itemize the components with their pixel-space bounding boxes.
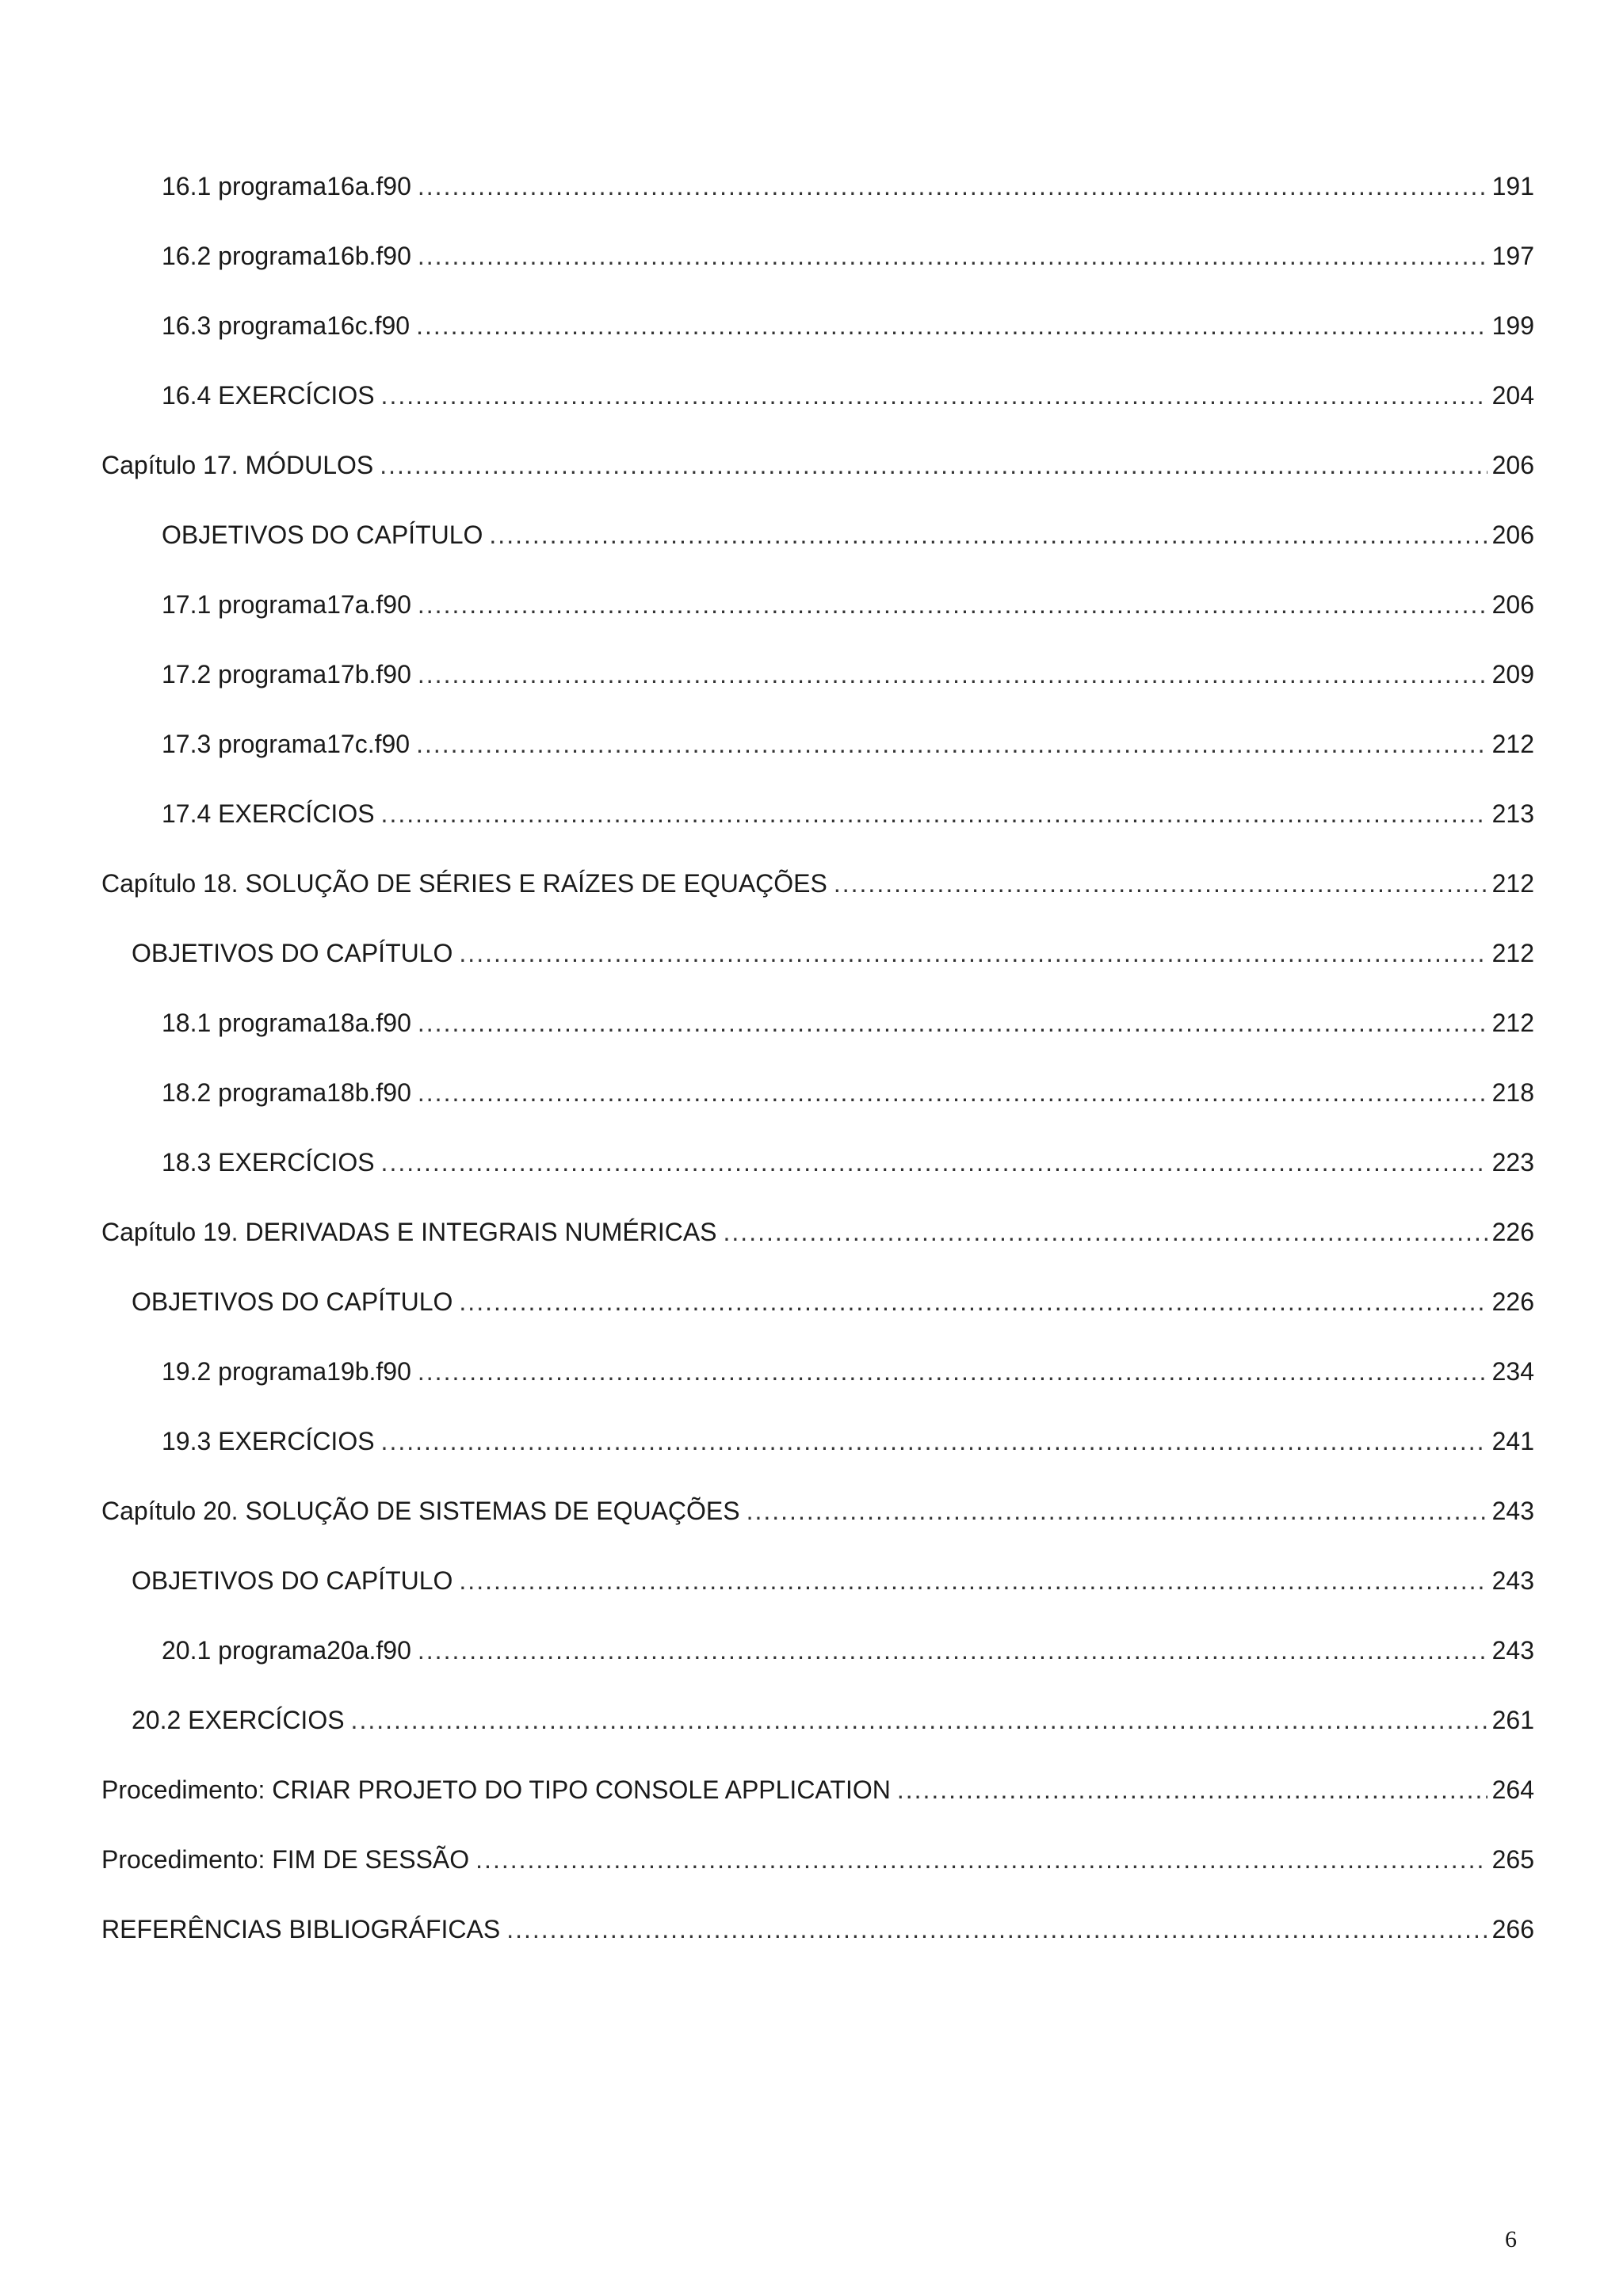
toc-dot-leader: [418, 1003, 1487, 1043]
toc-entry-title: 18.1 programa18a.f90: [162, 1009, 411, 1037]
toc-entry-page: 212: [1491, 939, 1534, 967]
toc-entry-page: 197: [1491, 242, 1534, 270]
toc-entry-title: 17.3 programa17c.f90: [162, 730, 411, 758]
toc-entry-page: 226: [1491, 1287, 1534, 1316]
toc-entry-page: 264: [1491, 1775, 1534, 1804]
toc-entry-page: 212: [1491, 869, 1534, 898]
toc-dot-leader: [418, 1073, 1487, 1112]
toc-entry-title: 19.3 EXERCÍCIOS: [162, 1427, 375, 1455]
toc-entry[interactable]: [101, 166, 1534, 236]
toc-entry-page: 209: [1491, 660, 1534, 688]
toc-entry-page: 223: [1491, 1148, 1534, 1177]
toc-entry-page: 226: [1491, 1218, 1534, 1246]
page-number: 6: [1505, 2226, 1517, 2252]
toc-entry[interactable]: [101, 1561, 1534, 1630]
toc-entry[interactable]: [101, 515, 1534, 585]
toc-dot-leader: [459, 1561, 1487, 1600]
toc-entry[interactable]: [101, 1630, 1534, 1700]
toc-entry[interactable]: [101, 1840, 1534, 1909]
toc-dot-leader: [381, 1142, 1487, 1182]
toc-entry[interactable]: [101, 1073, 1534, 1142]
toc-entry-page: 265: [1491, 1845, 1534, 1874]
toc-entry-page: 261: [1491, 1706, 1534, 1734]
toc-entry-page: 241: [1491, 1427, 1534, 1455]
toc-entry-page: 234: [1491, 1357, 1534, 1386]
toc-dot-leader: [475, 1840, 1487, 1879]
toc-dot-leader: [351, 1700, 1487, 1740]
toc-entry-title: OBJETIVOS DO CAPÍTULO: [132, 939, 453, 967]
toc-dot-leader: [834, 864, 1487, 903]
toc-dot-leader: [418, 1630, 1487, 1670]
toc-entry-title: 18.2 programa18b.f90: [162, 1078, 411, 1107]
toc-dot-leader: [418, 654, 1487, 694]
toc-dot-leader: [418, 1352, 1487, 1391]
toc-entry-title: OBJETIVOS DO CAPÍTULO: [132, 1566, 453, 1595]
toc-entry[interactable]: [101, 376, 1534, 445]
toc-entry-page: 212: [1491, 730, 1534, 758]
toc-entry-title: 17.2 programa17b.f90: [162, 660, 411, 688]
toc-entry-title: 16.1 programa16a.f90: [162, 172, 411, 200]
toc-entry[interactable]: [101, 1421, 1534, 1491]
toc-dot-leader: [418, 585, 1487, 624]
toc-entry[interactable]: [101, 585, 1534, 654]
toc-entry[interactable]: [101, 306, 1534, 376]
toc-dot-leader: [381, 1421, 1487, 1461]
toc-entry-title: 16.4 EXERCÍCIOS: [162, 381, 375, 410]
toc-entry[interactable]: [101, 445, 1534, 515]
toc-entry-page: 191: [1491, 172, 1534, 200]
toc-entry-title: 20.2 EXERCÍCIOS: [132, 1706, 345, 1734]
toc-entry[interactable]: [101, 1352, 1534, 1421]
toc-entry-page: 243: [1491, 1566, 1534, 1595]
toc-entry[interactable]: [101, 236, 1534, 306]
toc-entry[interactable]: [101, 724, 1534, 794]
toc-entry-title: REFERÊNCIAS BIBLIOGRÁFICAS: [101, 1915, 501, 1943]
toc-entry[interactable]: [101, 1282, 1534, 1352]
toc-dot-leader: [747, 1491, 1487, 1531]
toc-entry[interactable]: [101, 1142, 1534, 1212]
toc-entry[interactable]: [101, 1770, 1534, 1840]
toc-entry[interactable]: [101, 933, 1534, 1003]
toc-entry-page: 243: [1491, 1636, 1534, 1665]
toc-entry-page: 204: [1491, 381, 1534, 410]
toc-dot-leader: [416, 306, 1487, 345]
toc-entry-title: 17.1 programa17a.f90: [162, 590, 411, 619]
toc-entry-title: Capítulo 19. DERIVADAS E INTEGRAIS NUMÉRICAS: [101, 1218, 717, 1246]
table-of-contents: [101, 166, 1534, 1979]
toc-entry-title: Capítulo 17. MÓDULOS: [101, 451, 374, 479]
toc-dot-leader: [459, 933, 1487, 973]
toc-entry-title: Capítulo 18. SOLUÇÃO DE SÉRIES E RAÍZES DE EQUAÇÕES: [101, 869, 827, 898]
toc-entry-page: 206: [1491, 590, 1534, 619]
toc-dot-leader: [724, 1212, 1487, 1252]
toc-entry-title: 19.2 programa19b.f90: [162, 1357, 411, 1386]
toc-entry[interactable]: [101, 1212, 1534, 1282]
toc-dot-leader: [418, 166, 1487, 206]
toc-dot-leader: [418, 236, 1487, 276]
toc-entry-page: 212: [1491, 1009, 1534, 1037]
toc-dot-leader: [897, 1770, 1487, 1810]
toc-entry-page: 218: [1491, 1078, 1534, 1107]
toc-entry-title: Procedimento: FIM DE SESSÃO: [101, 1845, 470, 1874]
toc-entry-title: Capítulo 20. SOLUÇÃO DE SISTEMAS DE EQUAÇÕES: [101, 1497, 740, 1525]
toc-entry-title: 18.3 EXERCÍCIOS: [162, 1148, 375, 1177]
toc-entry[interactable]: [101, 864, 1534, 933]
toc-entry[interactable]: [101, 1909, 1534, 1979]
toc-entry-page: 199: [1491, 311, 1534, 340]
toc-dot-leader: [380, 445, 1487, 485]
toc-entry-page: 266: [1491, 1915, 1534, 1943]
toc-dot-leader: [489, 515, 1487, 555]
toc-entry[interactable]: [101, 1003, 1534, 1073]
toc-entry-title: Procedimento: CRIAR PROJETO DO TIPO CONSOLE APPLICATION: [101, 1775, 891, 1804]
toc-dot-leader: [416, 724, 1487, 764]
toc-entry-page: 213: [1491, 799, 1534, 828]
toc-entry-page: 206: [1491, 451, 1534, 479]
toc-entry-title: OBJETIVOS DO CAPÍTULO: [162, 521, 483, 549]
toc-dot-leader: [459, 1282, 1487, 1322]
toc-dot-leader: [381, 794, 1487, 833]
toc-entry-title: 17.4 EXERCÍCIOS: [162, 799, 375, 828]
toc-dot-leader: [506, 1909, 1487, 1949]
toc-entry-title: OBJETIVOS DO CAPÍTULO: [132, 1287, 453, 1316]
toc-entry-title: 16.2 programa16b.f90: [162, 242, 411, 270]
toc-entry-title: 20.1 programa20a.f90: [162, 1636, 411, 1665]
toc-entry[interactable]: [101, 1491, 1534, 1561]
toc-entry-page: 243: [1491, 1497, 1534, 1525]
toc-dot-leader: [381, 376, 1487, 415]
toc-entry[interactable]: [101, 794, 1534, 864]
toc-entry-page: 206: [1491, 521, 1534, 549]
toc-entry[interactable]: [101, 1700, 1534, 1770]
toc-entry[interactable]: [101, 654, 1534, 724]
toc-entry-title: 16.3 programa16c.f90: [162, 311, 411, 340]
